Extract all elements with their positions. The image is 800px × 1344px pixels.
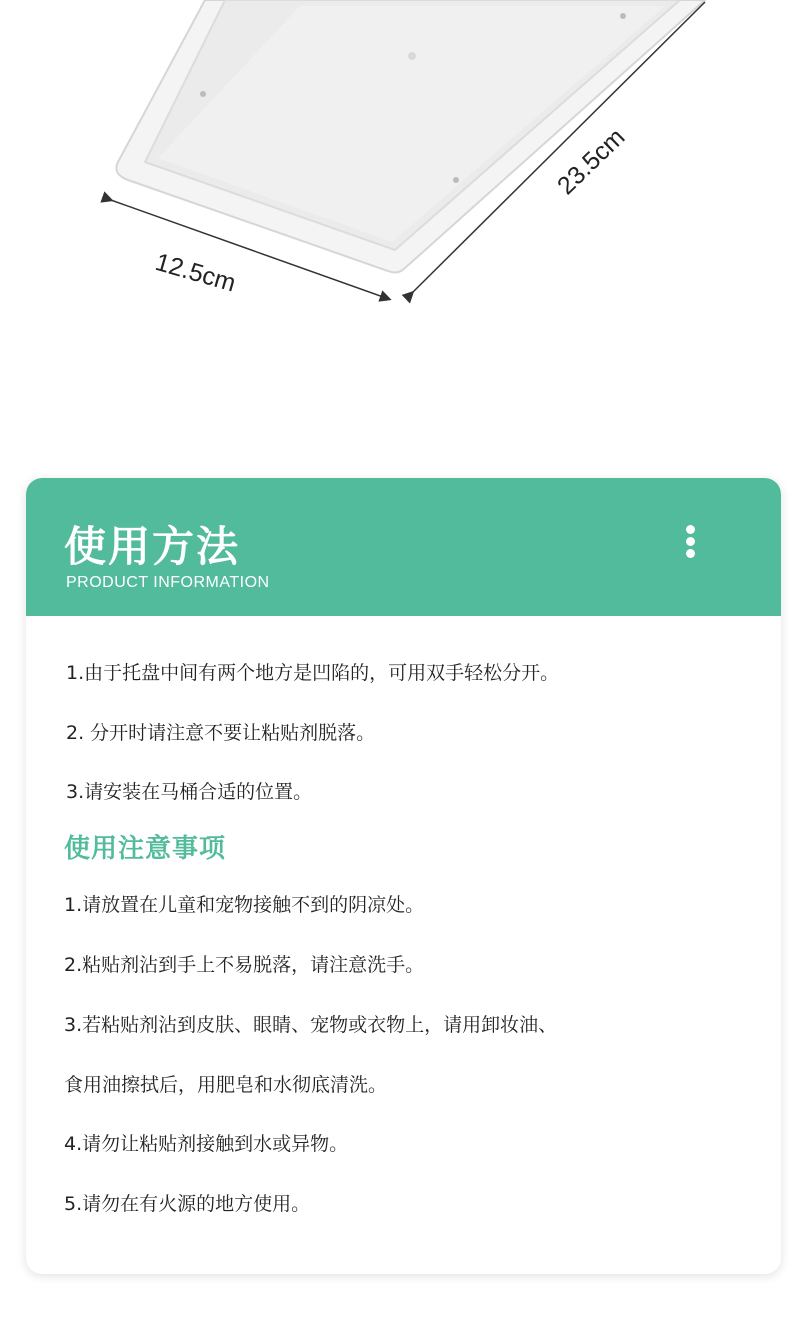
- usage-step: 3.请安装在马桶合适的位置。: [66, 781, 313, 803]
- usage-step: 2. 分开时请注意不要让粘贴剂脱落。: [66, 722, 376, 744]
- notes-title: 使用注意事项: [64, 834, 227, 864]
- tray-hole: [453, 177, 459, 183]
- info-card: [26, 478, 781, 1274]
- note-item: 3.若粘贴剂沾到皮肤、眼睛、宠物或衣物上，请用卸妆油、: [64, 1014, 558, 1036]
- note-item: 1.请放置在儿童和宠物接触不到的阴凉处。: [64, 894, 425, 916]
- width-label: 12.5cm: [152, 248, 239, 298]
- length-label: 23.5cm: [552, 123, 631, 201]
- tray-bump: [408, 52, 416, 60]
- note-item: 4.请勿让粘贴剂接触到水或异物。: [64, 1133, 349, 1155]
- tray-hole: [200, 91, 206, 97]
- usage-step: 1.由于托盘中间有两个地方是凹陷的，可用双手轻松分开。: [66, 662, 560, 684]
- product-image-area: [0, 0, 800, 440]
- note-item: 食用油擦拭后，用肥皂和水彻底清洗。: [64, 1074, 388, 1096]
- card-subtitle: PRODUCT INFORMATION: [66, 574, 270, 591]
- note-item: 2.粘贴剂沾到手上不易脱落，请注意洗手。: [64, 954, 425, 976]
- note-item: 5.请勿在有火源的地方使用。: [64, 1193, 311, 1215]
- more-icon: [686, 525, 696, 559]
- tray-illustration: [0, 0, 800, 440]
- tray-hole: [620, 13, 626, 19]
- card-header: [26, 478, 781, 616]
- card-title: 使用方法: [64, 522, 241, 571]
